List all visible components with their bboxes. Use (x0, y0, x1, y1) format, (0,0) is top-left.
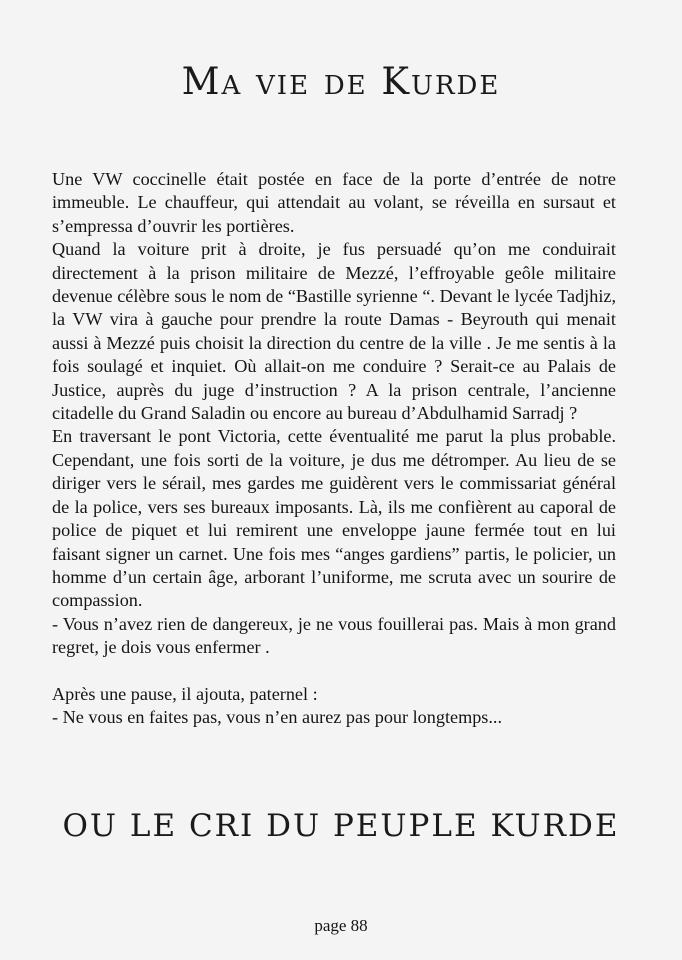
paragraph: En traversant le pont Victoria, cette éventualité me parut la plus probable. Cependant, une fois sorti de la voiture, je dus me détromper. Au lieu de se diriger vers le sérail, mes gardes me guidèrent vers le commissariat général de la police, vers ses bureaux imposants. Là, ils me confièrent au caporal de police de piquet et lui remirent une enveloppe jaune fermée tout en lui faisant signer un carnet. Une fois mes “anges gardiens” partis, le policier, un homme d’un certain âge, arborant l’uniforme, me scruta avec un sourire de compassion. (52, 426, 616, 611)
page-number: page 88 (314, 916, 368, 935)
page-title: Ma vie de Kurde (181, 60, 501, 103)
book-subtitle: OU LE CRI DU PEUPLE KURDE (62, 808, 620, 844)
paragraph-gap (52, 660, 616, 683)
dialogue-line: - Vous n’avez rien de dangereux, je ne vous fouillerai pas. Mais à mon grand regret, je dois vous enfermer . (52, 613, 616, 658)
dialogue-line: - Ne vous en faites pas, vous n’en aurez pas pour longtemps... (52, 706, 503, 727)
body-text (52, 168, 616, 729)
paragraph: Une VW coccinelle était postée en face de la porte d’entrée de notre immeuble. Le chauffeur, qui attendait au volant, se réveilla en sursaut et s’empressa d’ouvrir les portières. (52, 169, 616, 236)
paragraph: Quand la voiture prit à droite, je fus persuadé qu’on me conduirait directement à la prison militaire de Mezzé, l’effroyable geôle militaire devenue célèbre sous le nom de “Bastille syrienne “. Devant le lycée Tadjhiz, la VW vira à gauche pour prendre la route Damas - Beyrouth qui menait aussi à Mezzé puis choisit la direction du centre de la ville . Je me sentis à la fois soulagé et inquiet. Où allait-on me conduire ? Serait-ce au Palais de Justice, auprès du juge d’instruction ? A la prison centrale, l’ancienne citadelle du Grand Saladin ou encore au bureau d’Abdulhamid Sarradj ? (52, 239, 616, 424)
paragraph: Après une pause, il ajouta, paternel : (52, 683, 318, 704)
